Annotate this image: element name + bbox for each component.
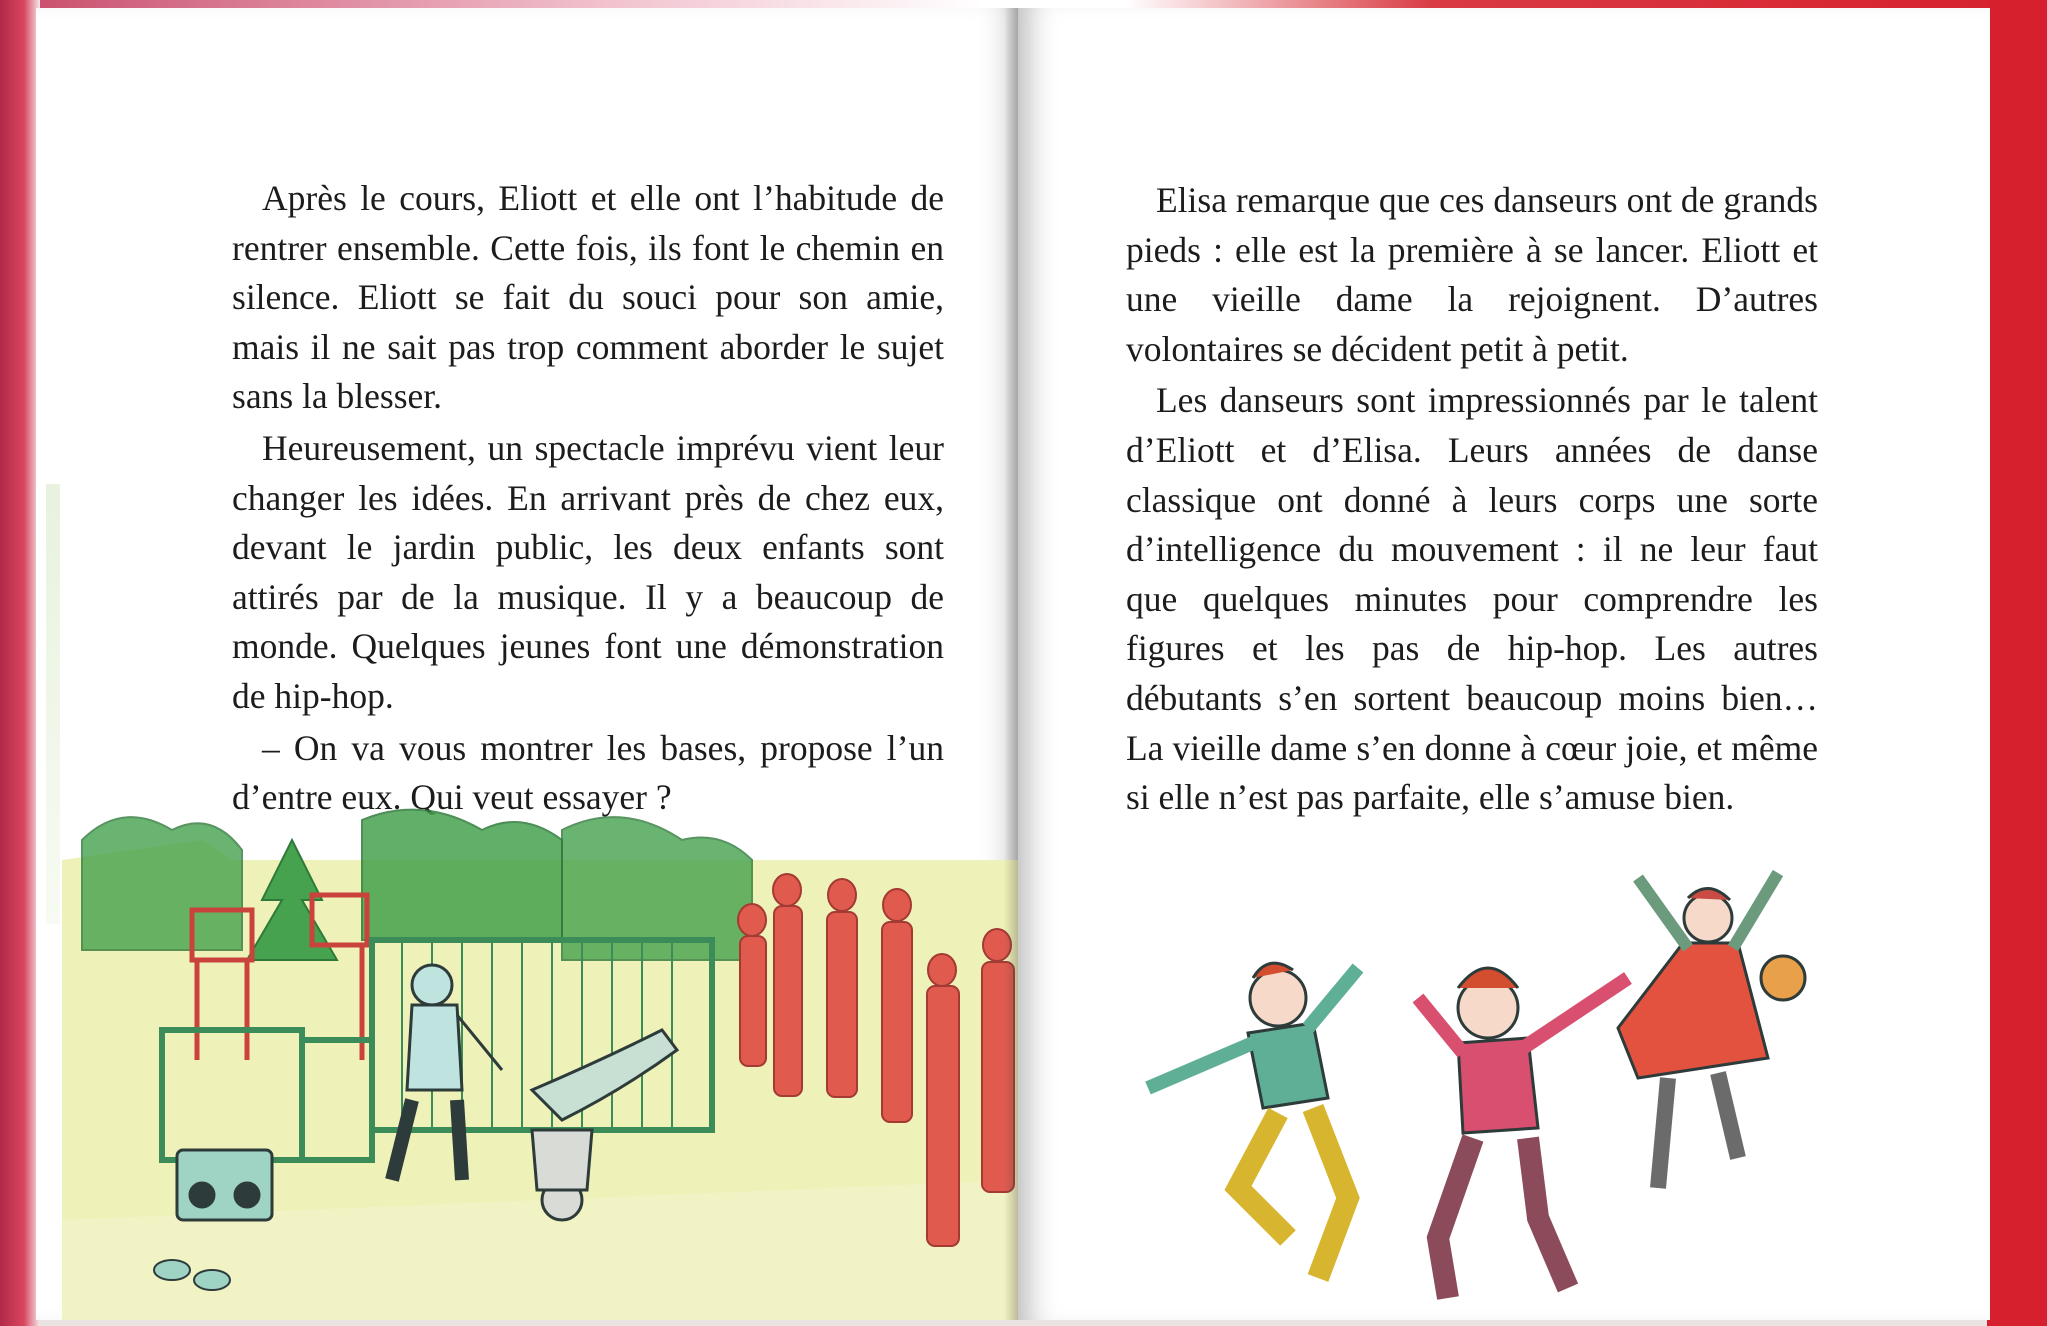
book-cover-left-edge bbox=[0, 0, 40, 1326]
paragraph: Après le cours, Eliott et elle ont l’habitude de rentrer ensemble. Cette fois, ils font le chemin en silence. Eliott se fait du souci pour son amie, mais il ne sait pas trop comment aborder le sujet sans la blesser. bbox=[232, 178, 944, 417]
right-page bbox=[1018, 8, 1990, 1320]
paragraph: Elisa remarque que ces danseurs ont de grands pieds : elle est la première à se lancer. Eliott et une vieille dame la rejoignent. D’autres volontaires se décident petit à petit. bbox=[1126, 180, 1818, 369]
paragraph: Les danseurs sont impressionnés par le talent d’Eliott et d’Elisa. Leurs années de danse classique ont donné à leurs corps une sorte d’intelligence du mouvement : il ne leur faut que quelques minutes pour comprendre les figures et les pas de hip-hop. Les autres débutants s’en sortent beaucoup moins bien… La vieille dame s’en donne à cœur joie, et même si elle n’est pas parfaite, elle s’amuse bien. bbox=[1126, 380, 1818, 818]
book-cover-right-edge bbox=[1987, 0, 2047, 1326]
left-page bbox=[36, 8, 1018, 1320]
three-dancers-illustration bbox=[1118, 858, 1838, 1318]
left-page-text bbox=[232, 174, 944, 825]
right-page-text bbox=[1126, 176, 1818, 825]
page-edge-marker bbox=[1974, 428, 1990, 708]
paragraph: – On va vous montrer les bases, propose l’un d’entre eux. Qui veut essayer ? bbox=[232, 727, 944, 818]
park-hip-hop-scene-illustration bbox=[62, 800, 1018, 1320]
paragraph: Heureusement, un spectacle imprévu vient leur changer les idées. En arrivant près de chez eux, devant le jardin public, les deux enfants sont attirés par de la musique. Il y a beaucoup de monde. Quelques jeunes font une démonstration de hip-hop. bbox=[232, 427, 944, 716]
page-edge-tint bbox=[46, 484, 60, 924]
